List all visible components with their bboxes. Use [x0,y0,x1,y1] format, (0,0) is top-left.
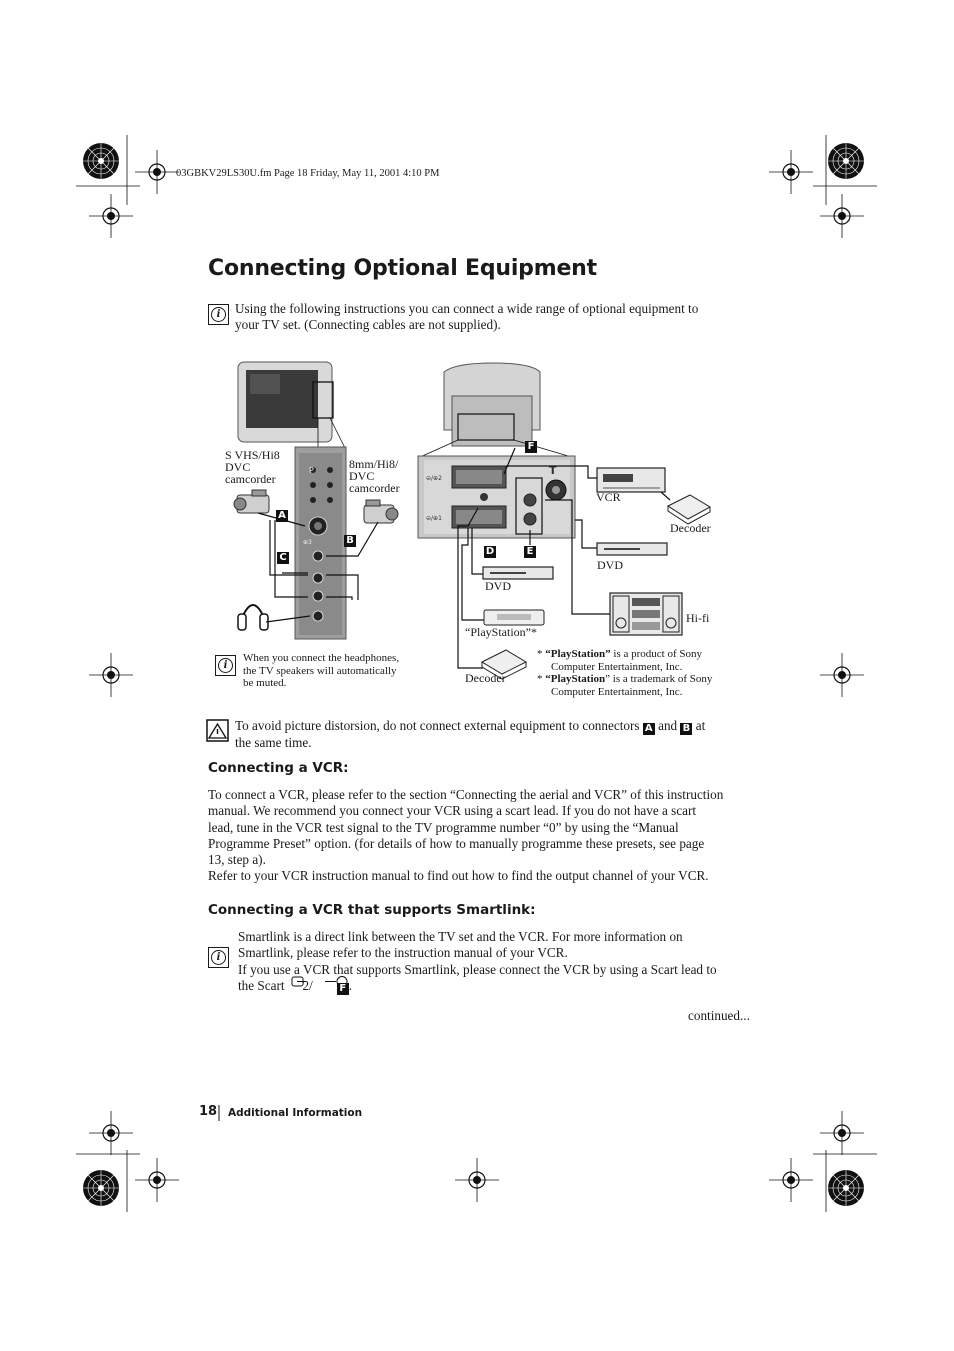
connector-c-marker: C [277,552,289,564]
svg-text:⊕3: ⊕3 [303,539,312,546]
label-8mm-line1: 8mm/Hi8/ [349,457,399,471]
smartlink-suffix: . [348,977,353,993]
footnote-1-line2: Computer Entertainment, Inc. [551,660,683,673]
vcr-line-2: manual. We recommend you connect your VCR using a scart lead. If you do not have a scart [208,803,697,819]
label-dvd-right: DVD [597,558,623,572]
footnote-1-rest: is a product of Sony [610,648,703,660]
continued-note: continued... [688,1008,750,1023]
tv-front-illustration [238,362,333,442]
dvd-right-illustration [597,543,667,555]
warning-icon [207,720,228,741]
svhs-camcorder-illustration [234,490,269,513]
tv-back-illustration [444,363,540,446]
front-panel [295,447,346,639]
info-icon-headphones: i [215,655,236,676]
warning-at: at [695,718,706,733]
dvd-left-illustration [483,567,553,579]
label-svhs-line1: S VHS/Hi8 [225,448,280,462]
page-title: Connecting Optional Equipment [208,256,597,281]
vcr-line-6: Refer to your VCR instruction manual to find out how to find the output channel of your VCR. [208,868,709,884]
smartlink-scart-prefix: the Scart [238,977,285,993]
label-8mm [349,458,400,494]
smartlink-line-2: Smartlink, please refer to the instruction manual of your VCR. [238,945,568,961]
connector-e-marker: E [524,546,536,558]
label-8mm-line2: DVC [349,469,375,483]
label-decoder-bottom: Decoder [465,671,506,685]
smartlink-line-4 [238,978,717,995]
page-number: 18 [199,1104,218,1119]
footnote-1 [537,648,712,661]
label-hifi: Hi-fi [686,611,710,625]
connector-f-marker: F [525,441,537,453]
heading-smartlink: Connecting a VCR that supports Smartlink: [208,902,536,918]
heading-connecting-vcr: Connecting a VCR: [208,760,349,776]
intro-text [235,301,698,334]
headphones-note [243,652,399,690]
smartlink-connector-f: F [337,983,349,995]
warning-text [235,718,705,751]
svg-text:P: P [309,466,314,475]
vcr-line-3: lead, tune in the VCR test signal to the TV programme number “0” by using the “Manual [208,819,679,835]
warning-connector-b: B [680,723,692,735]
8mm-camcorder-illustration [364,500,398,523]
vcr-line-5: 13, step a). [208,852,266,868]
label-svhs-line2: DVC [225,460,251,474]
footer-section-name: Additional Information [228,1107,363,1119]
footnote-1-star: * [537,648,546,660]
label-vcr: VCR [596,490,621,504]
footnote-1-bold: “PlayStation” [545,648,611,660]
warning-connector-a: A [643,723,655,735]
smartlink-line-1: Smartlink is a direct link between the TV set and the VCR. For more information on [238,929,683,944]
rear-panel [418,456,575,538]
headphones-note-line3: be muted. [243,677,287,690]
connector-d-marker: D [485,546,495,557]
svg-text:⊖/⊕1: ⊖/⊕1 [426,515,442,522]
warning-line2: the same time. [235,735,312,750]
info-icon: i [208,304,229,325]
warning-line1 [235,718,705,735]
playstation-illustration [484,610,544,625]
vcr-line-4: Programme Preset” option. (for details of how to manually programme these presets, see page [208,835,705,851]
label-dvd-left: DVD [485,579,511,593]
smartlink-paragraph [238,929,717,995]
svg-text:T: T [549,464,557,477]
intro-line-1: Using the following instructions you can connect a wide range of optional equipment to [235,301,699,316]
vcr-paragraph [208,787,723,885]
svg-text:⊖/⊕2: ⊖/⊕2 [426,475,442,482]
label-svhs-line3: camcorder [225,472,276,486]
label-playstation: “PlayStation”* [465,625,537,639]
label-8mm-line3: camcorder [349,481,400,495]
footnote-2 [537,673,712,686]
vcr-illustration [597,468,665,492]
playstation-footnotes [537,648,712,698]
vcr-line-1: To connect a VCR, please refer to the section “Connecting the aerial and VCR” of this instruction [208,787,724,802]
footnote-2-star: * [537,673,546,686]
hifi-illustration [610,593,682,635]
decoder-top-illustration [668,495,710,524]
smartlink-line-3: If you use a VCR that supports Smartlink, please connect the VCR by using a Scart lead to [238,961,717,977]
connector-b-marker: B [344,535,356,547]
label-svhs [225,449,280,485]
footnote-2-line2: Computer Entertainment, Inc. [551,685,683,698]
headphones-illustration [238,605,268,630]
print-header: 03GBKV29LS30U.fm Page 18 Friday, May 11, 2001 4:10 PM [176,168,440,179]
warning-and: and [658,718,678,733]
warning-part1: To avoid picture distorsion, do not connect external equipment to connectors [235,718,640,733]
footnote-2-rest: ” is a trademark of Sony [605,673,713,686]
footnote-2-bold: “PlayStation [545,673,606,686]
headphones-note-line1: When you connect the headphones, [243,652,400,664]
connector-a-marker: A [276,510,288,522]
headphones-note-line2: the TV speakers will automatically [243,664,397,677]
intro-line-2: your TV set. (Connecting cables are not supplied). [235,317,501,333]
label-decoder-top: Decoder [670,521,711,535]
smartlink-scart-label: 2/ [302,977,313,993]
info-icon-smartlink: i [208,947,229,968]
